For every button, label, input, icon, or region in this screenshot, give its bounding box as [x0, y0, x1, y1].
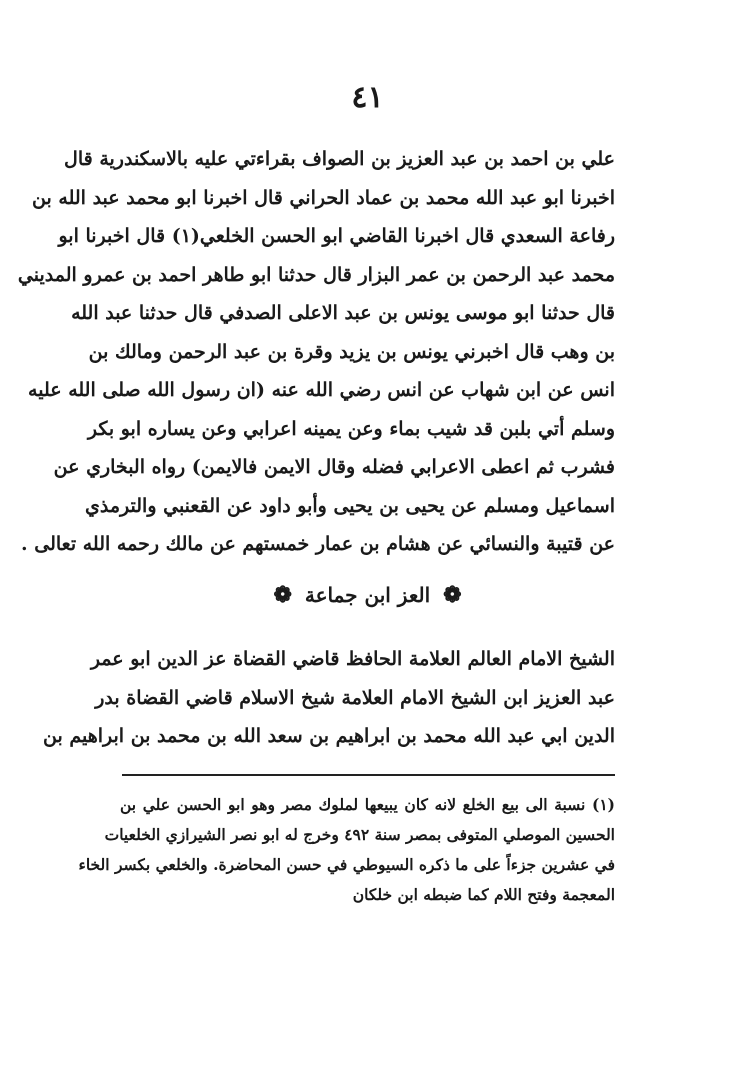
text-line: اخبرنا ابو عبد الله محمد بن عماد الحراني قال اخبرنا ابو محمد عبد الله بن: [32, 186, 615, 209]
section-heading-text: العز ابن جماعة: [304, 583, 431, 607]
text-line: محمد عبد الرحمن بن عمر البزار قال حدثنا ابو طاهر احمد بن عمرو المديني: [17, 263, 615, 286]
text-line: فشرب ثم اعطى الاعرابي فضله وقال الايمن فالايمن) رواه البخاري عن: [53, 456, 615, 478]
text-line: قال حدثنا ابو موسى يونس بن عبد الاعلى الصدفي قال حدثنا عبد الله: [71, 302, 615, 324]
footnote-line: المعجمة وفتح اللام كما ضبطه ابن خلكان: [352, 885, 615, 904]
text-line: رفاعة السعدي قال اخبرنا القاضي ابو الحسن الخلعي(١) قال اخبرنا ابو: [58, 225, 615, 247]
text-line: بن وهب قال اخبرني يونس بن يزيد وقرة بن عبد الرحمن ومالك بن: [88, 340, 615, 363]
text-line: انس عن ابن شهاب عن انس رضي الله عنه (ان رسول الله صلى الله عليه: [28, 379, 615, 401]
text-line: اسماعيل ومسلم عن يحيى بن يحيى وأبو داود عن القعنبي والترمذي: [85, 494, 615, 517]
text-line: الدين ابي عبد الله محمد بن ابراهيم بن سعد الله بن محمد بن ابراهيم بن: [42, 725, 615, 747]
text-line: الشيخ الامام العالم العلامة الحافظ قاضي القضاة عز الدين ابو عمر: [90, 648, 615, 670]
text-line: علي بن احمد بن عبد العزيز بن الصواف بقراءتي عليه بالاسكندرية قال: [64, 148, 615, 170]
footnote-line: في عشرين جزءاً على ما ذكره السيوطي في حسن المحاضرة. والخلعي بكسر الخاء: [78, 855, 615, 874]
section-heading: [0, 582, 735, 608]
footnote-divider: [122, 774, 615, 776]
ornament-left-icon: ❁: [273, 582, 292, 608]
footnote-line: (١) نسبة الى بيع الخلع لانه كان يبيعها لملوك مصر وهو ابو الحسن علي بن: [120, 795, 615, 814]
page-number: ٤١: [351, 80, 384, 115]
footnote-line: الحسين الموصلي المتوفى بمصر سنة ٤٩٢ وخرج له ابو نصر الشيرازي الخلعيات: [104, 825, 615, 844]
text-line: عن قتيبة والنسائي عن هشام بن عمار خمستهم عن مالك رحمه الله تعالى .: [21, 533, 615, 555]
text-line: وسلم أتي بلبن قد شيب بماء وعن يمينه اعرابي وعن يساره ابو بكر: [87, 417, 615, 440]
footnote-block: [78, 790, 615, 910]
text-line: عبد العزيز ابن الشيخ الامام العلامة شيخ الاسلام قاضي القضاة بدر: [95, 686, 615, 709]
biography-paragraph: [42, 640, 615, 756]
isnad-paragraph: [17, 140, 615, 564]
ornament-right-icon: ❁: [443, 582, 462, 608]
